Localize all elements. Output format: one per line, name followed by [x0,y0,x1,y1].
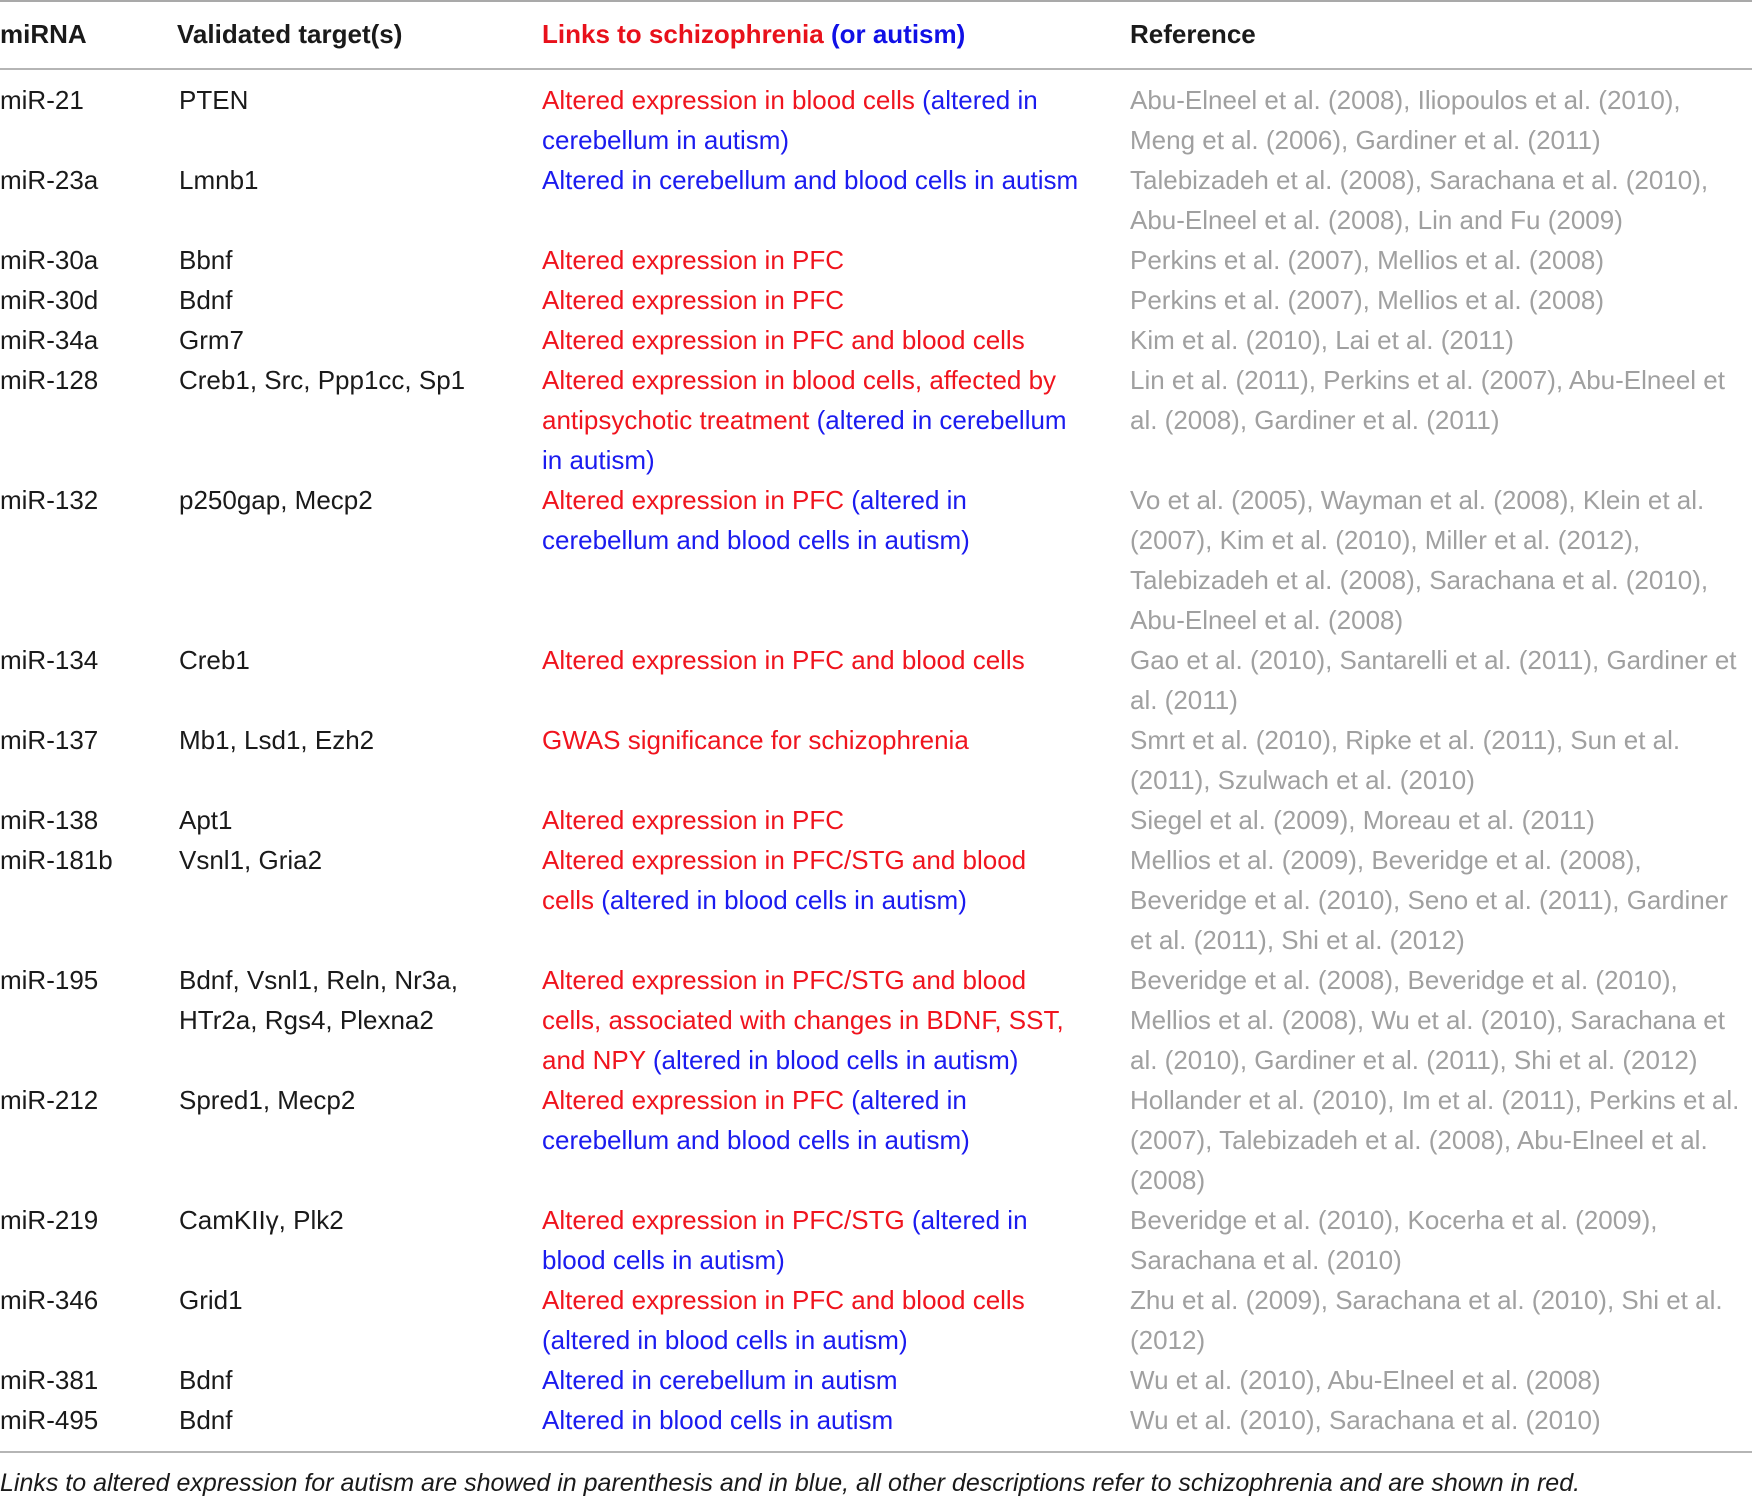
cell-mirna: miR-34a [0,325,99,355]
cell-mirna: miR-495 [0,1405,99,1435]
link-autism: Altered in blood cells in autism [542,1405,894,1435]
cell-links [542,800,1082,840]
header-mirna: miRNA [0,19,87,49]
link-schizophrenia: Altered expression in PFC/STG and blood cells [542,845,1027,915]
cell-targets: Creb1 [179,645,250,675]
cell-targets: Grm7 [179,325,244,355]
cell-reference: Wu et al. (2010), Abu-Elneel et al. (2008) [1130,1365,1601,1395]
cell-mirna: miR-138 [0,805,99,835]
link-autism: (altered in cerebellum and blood cells in autism) [542,485,970,555]
cell-targets: Bdnf [179,285,233,315]
cell-mirna: miR-137 [0,725,99,755]
cell-mirna: miR-346 [0,1285,99,1315]
link-autism: Altered in cerebellum and blood cells in autism [542,165,1079,195]
cell-links [542,1280,1082,1360]
cell-reference: Perkins et al. (2007), Mellios et al. (2008) [1130,245,1604,275]
link-autism: (altered in cerebellum in autism) [542,85,1038,155]
cell-links [542,360,1082,480]
link-schizophrenia: Altered expression in PFC and blood cells [542,1285,1025,1315]
link-autism: Altered in cerebellum in autism [542,1365,898,1395]
cell-links [542,720,1082,760]
link-schizophrenia: Altered expression in PFC/STG and blood cells, associated with changes in BDNF, SST, and NPY [542,965,1064,1075]
header-links [542,14,965,54]
cell-reference: Kim et al. (2010), Lai et al. (2011) [1130,325,1514,355]
cell-targets: Lmnb1 [179,165,259,195]
cell-links [542,960,1082,1080]
link-schizophrenia: Altered expression in PFC/STG [542,1205,912,1235]
cell-targets: Spred1, Mecp2 [179,1085,356,1115]
link-schizophrenia: Altered expression in PFC and blood cells [542,325,1025,355]
link-schizophrenia: Altered expression in PFC [542,285,845,315]
cell-targets: Bdnf [179,1365,233,1395]
cell-links [542,240,1082,280]
cell-links [542,480,1082,560]
cell-reference: Talebizadeh et al. (2008), Sarachana et al. (2010), Abu-Elneel et al. (2008), Lin and Fu (2009) [1130,165,1709,235]
cell-links [542,280,1082,320]
table-footnote: Links to altered expression for autism are showed in parenthesis and in blue, all other descriptions refer to schizophrenia and are shown in red. [0,1469,1581,1497]
table-header [0,14,1752,54]
header-targets: Validated target(s) [177,19,403,49]
link-schizophrenia: Altered expression in PFC [542,805,845,835]
link-schizophrenia: Altered expression in PFC [542,245,845,275]
cell-mirna: miR-132 [0,485,99,515]
cell-reference: Siegel et al. (2009), Moreau et al. (2011) [1130,805,1595,835]
header-reference: Reference [1130,19,1256,49]
cell-reference: Vo et al. (2005), Wayman et al. (2008), Klein et al. (2007), Kim et al. (2010), Miller et al. (2012), Talebizadeh et al. (2008), Sarachana et al. (2010), Abu-Elneel et al. (2008) [1130,485,1709,635]
cell-reference: Gao et al. (2010), Santarelli et al. (2011), Gardiner et al. (2011) [1130,645,1737,715]
cell-reference: Perkins et al. (2007), Mellios et al. (2008) [1130,285,1604,315]
cell-reference: Abu-Elneel et al. (2008), Iliopoulos et al. (2010), Meng et al. (2006), Gardiner et al. (2011) [1130,85,1681,155]
cell-reference: Zhu et al. (2009), Sarachana et al. (2010), Shi et al. (2012) [1130,1285,1723,1355]
cell-targets: Apt1 [179,805,233,835]
cell-reference: Wu et al. (2010), Sarachana et al. (2010) [1130,1405,1601,1435]
table-header-rule [0,68,1752,70]
cell-mirna: miR-195 [0,965,99,995]
cell-links [542,1360,1082,1400]
link-schizophrenia: Altered expression in PFC [542,1085,852,1115]
cell-targets: Bdnf [179,1405,233,1435]
link-autism: (altered in blood cells in autism) [542,1205,1028,1275]
link-schizophrenia: Altered expression in PFC [542,485,852,515]
table-bottom-rule [0,1451,1752,1453]
cell-mirna: miR-219 [0,1205,99,1235]
cell-mirna: miR-21 [0,85,84,115]
cell-reference: Mellios et al. (2009), Beveridge et al. (2008), Beveridge et al. (2010), Seno et al. (2011), Gardiner et al. (2011), Shi et al. (2012) [1130,845,1728,955]
cell-mirna: miR-23a [0,165,99,195]
table-top-rule [0,0,1752,2]
link-schizophrenia: Altered expression in PFC and blood cells [542,645,1025,675]
cell-reference: Hollander et al. (2010), Im et al. (2011), Perkins et al. (2007), Talebizadeh et al. (2008), Abu-Elneel et al. (2008) [1130,1085,1740,1195]
cell-links [542,160,1082,200]
cell-targets: Vsnl1, Gria2 [179,845,323,875]
cell-targets: Creb1, Src, Ppp1cc, Sp1 [179,365,466,395]
cell-targets: Bdnf, Vsnl1, Reln, Nr3a, HTr2a, Rgs4, Plexna2 [179,965,458,1035]
cell-targets: CamKIIγ, Plk2 [179,1205,344,1235]
cell-links [542,1200,1082,1280]
header-links-autism: (or autism) [830,19,966,49]
cell-mirna: miR-30a [0,245,99,275]
cell-links [542,640,1082,680]
header-links-schizophrenia: Links to schizophrenia [542,19,824,49]
cell-links [542,1080,1082,1160]
cell-links [542,840,1082,920]
cell-reference: Beveridge et al. (2008), Beveridge et al. (2010), Mellios et al. (2008), Wu et al. (2010), Sarachana et al. (2010), Gardiner et al. (2011), Shi et al. (2012) [1130,965,1725,1075]
link-autism: (altered in blood cells in autism) [601,885,967,915]
cell-mirna: miR-30d [0,285,99,315]
link-schizophrenia: GWAS significance for schizophrenia [542,725,969,755]
cell-reference: Lin et al. (2011), Perkins et al. (2007), Abu-Elneel et al. (2008), Gardiner et al. (2011) [1130,365,1725,435]
cell-links [542,1400,1082,1440]
cell-mirna: miR-128 [0,365,99,395]
link-autism: (altered in cerebellum in autism) [542,405,1067,475]
cell-targets: Bbnf [179,245,233,275]
cell-targets: PTEN [179,85,249,115]
cell-links [542,320,1082,360]
cell-mirna: miR-134 [0,645,99,675]
cell-targets: p250gap, Mecp2 [179,485,373,515]
cell-reference: Smrt et al. (2010), Ripke et al. (2011), Sun et al. (2011), Szulwach et al. (2010) [1130,725,1681,795]
cell-mirna: miR-381 [0,1365,99,1395]
link-autism: (altered in blood cells in autism) [652,1045,1019,1075]
link-autism: (altered in cerebellum and blood cells in autism) [542,1085,970,1155]
link-autism: (altered in blood cells in autism) [542,1325,908,1355]
link-schizophrenia: Altered expression in blood cells, affected by antipsychotic treatment [542,365,1057,435]
cell-targets: Grid1 [179,1285,243,1315]
cell-mirna: miR-212 [0,1085,99,1115]
cell-reference: Beveridge et al. (2010), Kocerha et al. (2009), Sarachana et al. (2010) [1130,1205,1658,1275]
link-schizophrenia: Altered expression in blood cells [542,85,923,115]
cell-links [542,80,1082,160]
cell-targets: Mb1, Lsd1, Ezh2 [179,725,375,755]
cell-mirna: miR-181b [0,845,113,875]
